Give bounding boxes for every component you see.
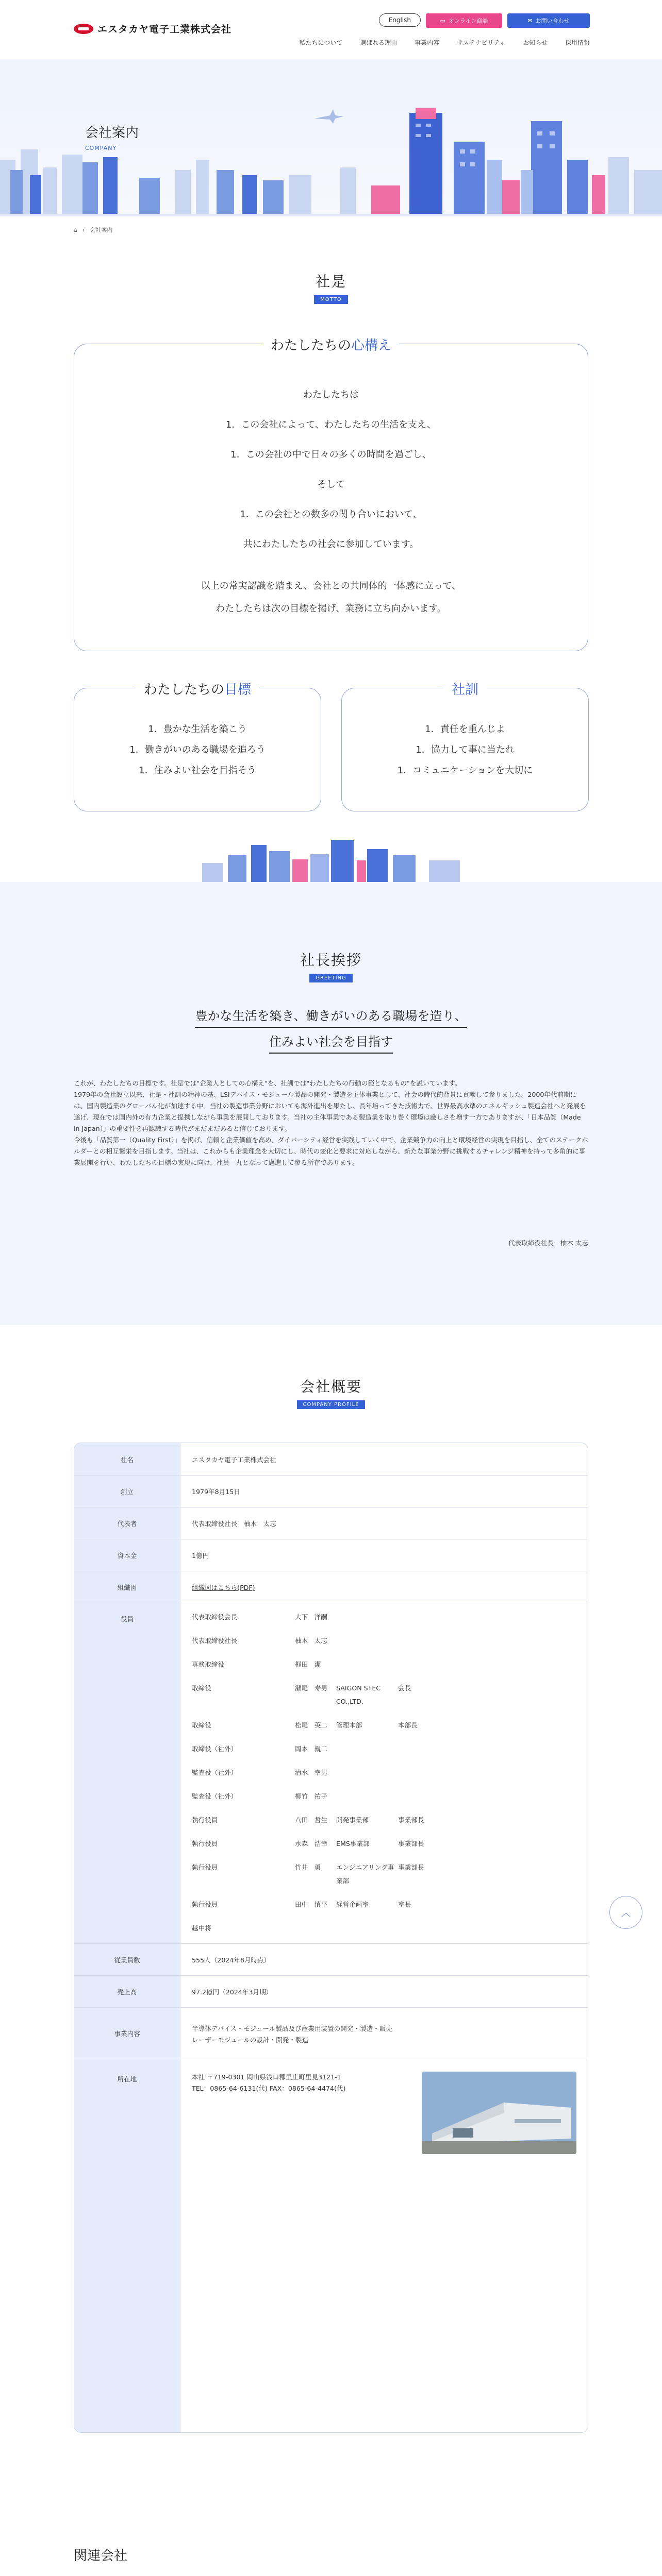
greeting-badge: GREETING (309, 974, 353, 982)
motto-badge: MOTTO (314, 295, 347, 304)
contact-button[interactable] (507, 13, 590, 28)
officer-position: 執行役員 (192, 1901, 218, 1908)
officer-position: 取締役 (192, 1721, 211, 1729)
motto-line: そして (317, 479, 345, 490)
motto-line: 1．この会社によって、わたしたちの生活を支え、 (225, 419, 437, 430)
officer-row (192, 1917, 576, 1940)
officer-position: 専務取締役 (192, 1660, 224, 1668)
officer-dept (336, 1658, 398, 1671)
motto-line: 1．この会社の中で日々の多くの時間を過ごし、 (230, 449, 432, 460)
officer-row (192, 1605, 576, 1629)
table-row (74, 1571, 588, 1603)
officer-role (398, 1611, 450, 1624)
officer-row (192, 1737, 576, 1761)
table-row-officers (74, 1603, 588, 1943)
profile-title: 会社概要 (300, 1378, 362, 1395)
greeting-headline-1: 豊かな生活を築き、働きがいのある職場を造り、 (195, 1006, 467, 1028)
motto-line: 以上の常実認識を踏まえ、会社との共同体的一体感に立って、 (201, 581, 461, 591)
officer-dept (336, 1742, 398, 1756)
table-row (74, 1943, 588, 1975)
table-row (74, 1507, 588, 1539)
officer-position: 監査役（社外） (192, 1792, 238, 1800)
goal-box-title-pre: わたしたちの (143, 682, 224, 698)
president-signature: 代表取締役社長 柚木 太志 (508, 1239, 588, 1247)
goal-box-title (136, 679, 259, 698)
rule-item: 1．責任を重んじよ (425, 724, 505, 735)
officer-row (192, 1653, 576, 1676)
officer-dept: 管理本部 (336, 1721, 362, 1729)
officer-name: 柳竹 祐子 (295, 1792, 327, 1800)
officer-row (192, 1629, 576, 1653)
org-chart-link[interactable]: 組織図はこちら(PDF) (192, 1584, 255, 1591)
rule-box-title-em: 社訓 (451, 682, 479, 698)
mail-icon: ✉ (527, 17, 533, 24)
row-key: 資本金 (74, 1539, 180, 1571)
greeting-headline-2: 住みよい社会を目指す (269, 1031, 393, 1054)
officer-position: 越中将 (192, 1924, 211, 1932)
english-button[interactable]: English (379, 13, 421, 27)
page-hero (0, 59, 662, 216)
officer-name: 清水 幸男 (295, 1769, 327, 1776)
goal-box-title-em: 目標 (224, 682, 252, 698)
site-header (0, 0, 662, 59)
table-row (74, 1975, 588, 2007)
officer-role (398, 1766, 450, 1780)
table-row (74, 1475, 588, 1507)
motto-box-title-em: 心構え (351, 338, 392, 353)
officer-name: 竹井 勇 (295, 1863, 321, 1871)
rule-item: 1．コミュニケーションを大切に (397, 765, 533, 776)
officers-list (180, 1603, 588, 1943)
page-title: 会社案内 (85, 125, 139, 141)
row-key: 従業員数 (74, 1944, 180, 1975)
officer-position: 執行役員 (192, 1840, 218, 1848)
officer-name: 瀬尾 寿男 (295, 1684, 327, 1692)
table-row (74, 2059, 588, 2432)
table-row (74, 1443, 588, 1475)
nav-news[interactable]: お知らせ (523, 39, 548, 46)
address-line: 本社 〒719-0301 岡山県浅口郡里庄町里見3121-1 (192, 2073, 341, 2081)
officer-name: 田中 慎平 (295, 1901, 327, 1908)
motto-lines (74, 344, 588, 560)
officer-name: 岡本 親二 (295, 1745, 327, 1753)
motto-heading (0, 270, 662, 304)
officer-name: 梶田 潔 (295, 1660, 321, 1668)
nav-sustainability[interactable]: サステナビリティ (457, 39, 506, 46)
motto-line: 共にわたしたちの社会に参加しています。 (243, 539, 419, 550)
officer-role: 事業部長 (398, 1863, 424, 1871)
officer-name: 松尾 英二 (295, 1721, 327, 1729)
officer-dept: エンジニアリング事業部 (336, 1863, 394, 1885)
row-value: 555人（2024年8月時点） (180, 1944, 588, 1975)
rule-box-title (443, 679, 487, 698)
officer-row (192, 1785, 576, 1808)
row-key: 事業内容 (74, 2008, 180, 2059)
global-nav (299, 38, 590, 47)
nav-recruit[interactable]: 採用情報 (565, 39, 590, 46)
officer-row (192, 1893, 576, 1917)
row-key: 創立 (74, 1476, 180, 1507)
rule-item: 1．協力して事に当たれ (416, 744, 515, 755)
motto-box (74, 338, 588, 651)
motto-line: わたしたちは次の目標を掲げ、業務に立ち向かいます。 (216, 603, 446, 614)
officer-row (192, 1808, 576, 1832)
officer-role: 事業部長 (398, 1840, 424, 1848)
officer-role (398, 1658, 450, 1671)
officer-dept (336, 1634, 398, 1648)
address-line: TEL：0865-64-6131(代) FAX：0865-64-4474(代) (192, 2084, 346, 2092)
officer-position: 取締役 (192, 1684, 211, 1692)
motto-title: 社是 (315, 273, 346, 290)
greeting-section (0, 882, 662, 1325)
row-value: 97.2億円（2024年3月期） (180, 1976, 588, 2007)
goal-box (74, 682, 321, 811)
officer-role: 事業部長 (398, 1816, 424, 1824)
monitor-icon: ▭ (440, 17, 445, 24)
nav-reasons[interactable]: 選ばれる理由 (360, 39, 398, 46)
greeting-body (74, 1078, 588, 1168)
business-line: 半導体デバイス・モジュール製品及び産業用装置の開発・製造・販売 (192, 2025, 393, 2032)
greeting-paragraph: 今後も「品質第一（Quality First）」を掲げ、信頼と企業価値を高め、ダイバーシティ経営を実践していく中で、企業競争力の向上と環境経営の実現を目指し、全てのステークホルダーとの相互繁栄を目指します。当社は、これからも企業理念を大切にし、時代の変化と要求に対応しながら、新たな事業分野に挑戦するチャレンジ精神を持って多角的に事業展開を行い、わたしたちの目標の実現に向け、社員一丸となって邁進して参る所存であります。 (74, 1136, 588, 1166)
goal-item: 1．住みよい社会を目指そう (139, 765, 256, 776)
greeting-heading (0, 949, 662, 982)
motto-line: わたしたちは (303, 389, 359, 400)
officer-role: 会長 (398, 1684, 411, 1692)
officer-name: 柚木 太志 (295, 1637, 327, 1645)
officer-dept (336, 1922, 398, 1935)
row-key: 組織図 (74, 1571, 180, 1603)
officer-position: 代表取締役会長 (192, 1613, 238, 1621)
officer-dept: 経営企画室 (336, 1901, 369, 1908)
greeting-paragraph: これが、わたしたちの目標です。社是では"企業人としての心構え"を、社訓では"わたしたちの行動の範となるもの"を説いています。 (74, 1079, 461, 1087)
online-meeting-button[interactable] (426, 13, 502, 28)
page-subtitle: COMPANY (85, 145, 117, 151)
goal-item: 1．働きがいのある職場を追ろう (129, 744, 266, 755)
business-line: レーザーモジュールの設計・開発・製造 (192, 2036, 309, 2044)
officer-position: 取締役（社外） (192, 1745, 238, 1753)
officer-position: 代表取締役社長 (192, 1637, 238, 1645)
related-title: 関連会社 (74, 2548, 128, 2564)
row-key: 所在地 (74, 2059, 180, 2432)
table-row (74, 1539, 588, 1571)
chevron-up-icon: ︿ (621, 1908, 631, 1919)
profile-heading (0, 1376, 662, 1409)
officer-role (398, 1922, 450, 1935)
row-key: 売上高 (74, 1976, 180, 2007)
officer-name: 大下 洋嗣 (295, 1613, 327, 1621)
table-row (74, 2007, 588, 2059)
officer-row (192, 1832, 576, 1856)
motto-box-title-pre: わたしたちの (270, 338, 351, 353)
officer-dept (336, 1790, 398, 1803)
breadcrumb-current: 会社案内 (90, 227, 113, 233)
company-profile-table (74, 1443, 588, 2433)
company-name: エスタカヤ電子工業株式会社 (97, 24, 232, 35)
officer-name: 水森 浩幸 (295, 1840, 327, 1848)
row-value: 1億円 (180, 1539, 588, 1571)
motto-lines-2 (74, 560, 588, 620)
officer-dept: 開発事業部 (336, 1816, 369, 1824)
row-value: エスタカヤ電子工業株式会社 (180, 1443, 588, 1475)
officer-role (398, 1742, 450, 1756)
breadcrumb (74, 226, 112, 234)
building-cluster-illustration (202, 835, 460, 882)
officer-name: 八田 哲生 (295, 1816, 327, 1824)
greeting-paragraph: 1979年の会社設立以来、社是・社訓の精神の基、LSIデバイス・モジュール製品の開発・製造を主体事業として、社会の時代的背景に貢献して参りました。2000年代前期には、国内製造業のグローバル化が加速する中、当社の製造事業分野においても海外進出を果たし、長年培ってきた技術力で、世界最高水準のエネルギッシュ製造会社へと発展を遂げ、現在では国内外の有力企業と提携しながら事業を展開しております。当社の主体事業である製造業を取り巻く環境は厳しさを増す一方でありますが、「日本品質（Made in Japan）」の重要性を再認識する時代がまだまだあると信じております。 (74, 1091, 586, 1132)
officer-role (398, 1790, 450, 1803)
home-icon[interactable]: ⌂ (74, 226, 77, 233)
officer-dept (336, 1611, 398, 1624)
greeting-title: 社長挨拶 (300, 952, 362, 969)
scroll-top-button[interactable] (609, 1896, 642, 1929)
company-logo[interactable] (74, 22, 231, 36)
officer-role (398, 1634, 450, 1648)
row-key: 代表者 (74, 1507, 180, 1539)
motto-box-title (262, 335, 400, 354)
officer-row (192, 1761, 576, 1785)
officer-role: 室長 (398, 1901, 411, 1908)
officer-dept (336, 1766, 398, 1780)
nav-business[interactable]: 事業内容 (415, 39, 440, 46)
online-meeting-label: オンライン商談 (448, 18, 488, 24)
officer-dept: EMS事業部 (336, 1840, 370, 1848)
contact-label: お問い合わせ (535, 18, 570, 24)
motto-line: 1．この会社との数多の関り合いにおいて、 (240, 509, 422, 520)
logo-mark-icon (74, 24, 93, 34)
row-value: 1979年8月15日 (180, 1476, 588, 1507)
officer-row (192, 1856, 576, 1893)
nav-about[interactable]: 私たちについて (299, 39, 343, 46)
officer-position: 執行役員 (192, 1816, 218, 1824)
rule-box (341, 682, 589, 811)
officer-row (192, 1714, 576, 1737)
profile-badge: COMPANY PROFILE (297, 1400, 366, 1409)
row-value: 代表取締役社長 柚木 太志 (180, 1507, 588, 1539)
officer-role: 本部長 (398, 1721, 418, 1729)
officer-position: 監査役（社外） (192, 1769, 238, 1776)
officer-dept: SAIGON STEC CO.,LTD. (336, 1684, 381, 1705)
row-key: 役員 (74, 1603, 180, 1943)
officer-position: 執行役員 (192, 1863, 218, 1871)
row-key: 社名 (74, 1443, 180, 1475)
breadcrumb-separator-icon: › (82, 226, 85, 233)
officer-name (295, 1922, 336, 1935)
head-office-photo (422, 2072, 576, 2154)
goal-item: 1．豊かな生活を築こう (148, 724, 247, 735)
officer-row (192, 1676, 576, 1714)
